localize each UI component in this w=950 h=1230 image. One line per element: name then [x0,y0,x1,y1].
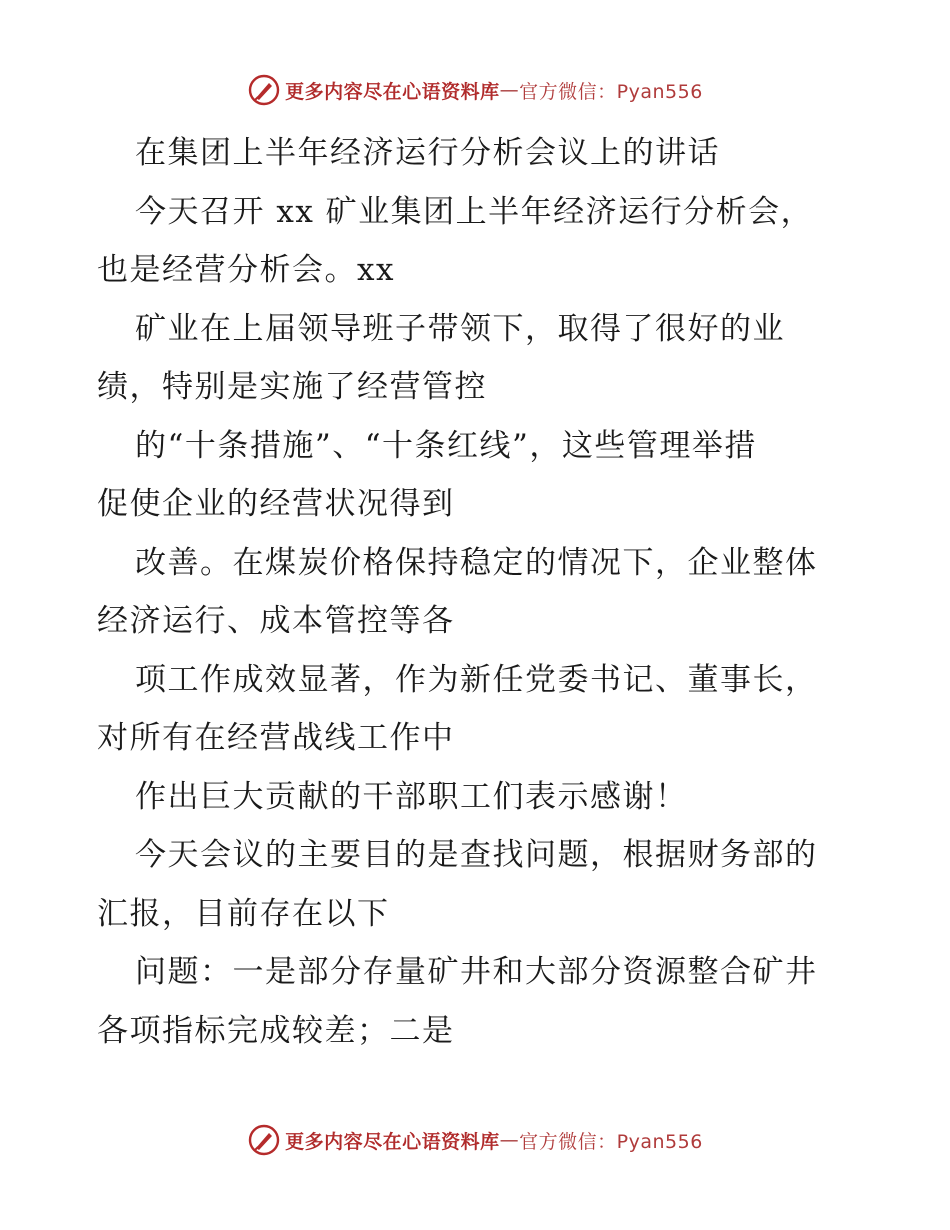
document-title: 在集团上半年经济运行分析会议上的讲话 [135,135,720,171]
paragraph-line: 汇报，目前存在以下 [97,895,390,932]
paragraph-line: 问题：一是部分存量矿井和大部分资源整合矿井 [135,954,818,990]
paragraph-line: 对所有在经营战线工作中 [97,720,455,756]
paragraph-line: 改善。在煤炭价格保持稳定的情况下，企业整体 [135,544,818,581]
paragraph-line: 各项指标完成较差；二是 [97,1012,455,1049]
wechat-id: 官方微信：Pyan556 [519,1130,703,1153]
paragraph-line: 今天召开 xx 矿业集团上半年经济运行分析会， [135,193,814,230]
paragraph-line: 今天会议的主要目的是查找问题，根据财务部的 [135,837,818,873]
quill-logo-icon [247,1123,281,1157]
footer-watermark [0,1120,950,1160]
wechat-id: 官方微信：Pyan556 [519,80,703,103]
header-watermark [0,70,950,110]
brand-text: 更多内容尽在心语资料库 [285,80,500,103]
paragraph-line: 促使企业的经营状况得到 [97,486,455,522]
document-body [97,124,857,1060]
paragraph-line: 也是经营分析会。xx [97,252,395,288]
quill-logo-icon [247,73,281,107]
paragraph-line: 矿业在上届领导班子带领下，取得了很好的业 [135,310,785,347]
paragraph-line: 项工作成效显著，作为新任党委书记、董事长， [135,661,818,698]
paragraph-line: 经济运行、成本管控等各 [97,603,455,639]
separator: — [499,1129,520,1151]
separator: — [499,79,520,101]
brand-text: 更多内容尽在心语资料库 [285,1130,500,1153]
paragraph-line: 作出巨大贡献的干部职工们表示感谢！ [135,778,688,815]
paragraph-line: 绩，特别是实施了经营管控 [97,369,487,405]
paragraph-line: 的“十条措施”、“十条红线”，这些管理举措 [135,427,757,464]
